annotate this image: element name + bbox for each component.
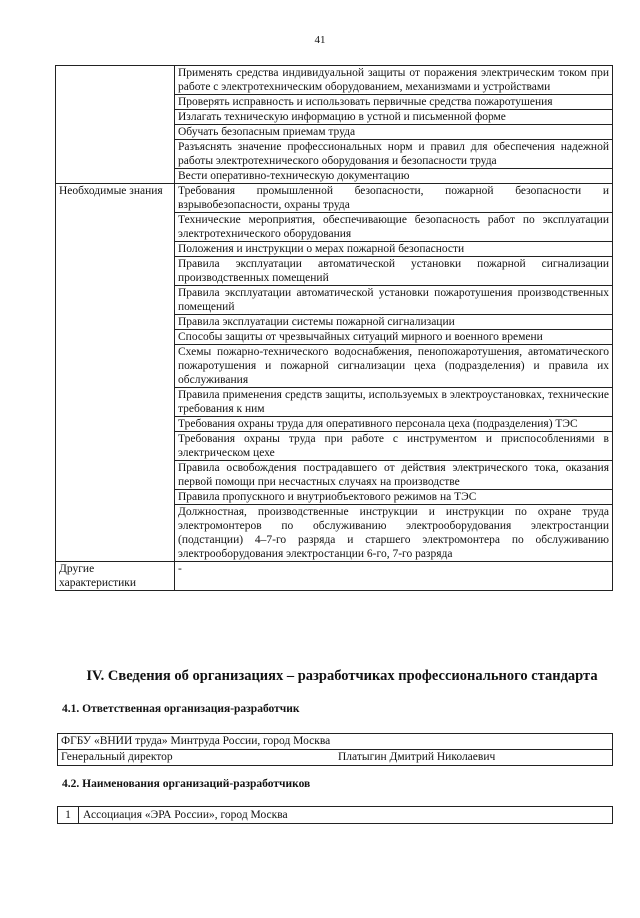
competence-table — [55, 65, 613, 591]
table-cell: Правила применения средств защиты, используемых в электроустановках, технические требования к ним — [175, 388, 613, 417]
group-label-empty — [56, 66, 175, 184]
group-label-knowledge: Необходимые знания — [56, 184, 175, 562]
table-cell: Правила эксплуатации системы пожарной сигнализации — [175, 315, 613, 330]
table-cell: Требования промышленной безопасности, пожарной безопасности и взрывобезопасности, охраны труда — [175, 184, 613, 213]
table-cell: Проверять исправность и использовать первичные средства пожаротушения — [175, 95, 613, 110]
director-position: Генеральный директор — [58, 750, 336, 766]
table-cell: Правила эксплуатации автоматической установки пожарной сигнализации производственных помещений — [175, 257, 613, 286]
table-cell: Схемы пожарно-технического водоснабжения, пенопожаротушения, автоматического пожаротушения и пожарной сигнализации цеха (подразделения) и правила их обслуживания — [175, 345, 613, 388]
table-cell: Требования охраны труда для оперативного персонала цеха (подразделения) ТЭС — [175, 417, 613, 432]
group-label-other: Другие характеристики — [56, 562, 175, 591]
table-row — [56, 184, 613, 213]
table-cell: - — [175, 562, 613, 591]
table-cell: Вести оперативно-техническую документацию — [175, 169, 613, 184]
developer-orgs-table — [57, 806, 613, 824]
table-cell: Требования охраны труда при работе с инструментом и приспособлениями в электрическом цехе — [175, 432, 613, 461]
org-name: Ассоциация «ЭРА России», город Москва — [79, 807, 613, 824]
table-cell: Правила пропускного и внутриобъектового режимов на ТЭС — [175, 490, 613, 505]
table-cell: Обучать безопасным приемам труда — [175, 125, 613, 140]
table-cell: Применять средства индивидуальной защиты от поражения электрическим током при работе с электротехническим оборудованием, механизмами и устройствами — [175, 66, 613, 95]
table-cell: Правила освобождения пострадавшего от действия электрического тока, оказания первой помощи при несчастных случаях на производстве — [175, 461, 613, 490]
table-cell: Положения и инструкции о мерах пожарной безопасности — [175, 242, 613, 257]
table-row — [58, 734, 613, 750]
table-row — [58, 807, 613, 824]
org-name-cell: ФГБУ «ВНИИ труда» Минтруда России, город Москва — [58, 734, 613, 750]
director-name: Платыгин Дмитрий Николаевич — [335, 750, 613, 766]
table-cell: Разъяснять значение профессиональных норм и правил для обеспечения надежной работы электротехнического оборудования и безопасности труда — [175, 140, 613, 169]
table-cell: Излагать техническую информацию в устной и письменной форме — [175, 110, 613, 125]
table-cell: Должностная, производственные инструкции и инструкции по охране труда электромонтеров по обслуживанию электрооборудования электростанции (подстанции) 4–7-го разряда и старшего электромонтера по обслуживанию электрооборудования электростанции 6-го, 7-го разряда — [175, 505, 613, 562]
table-cell: Технические мероприятия, обеспечивающие безопасность работ по эксплуатации электротехнического оборудования — [175, 213, 613, 242]
subsection-title-developers: 4.2. Наименования организаций-разработчиков — [62, 778, 311, 790]
subsection-title-responsible: 4.1. Ответственная организация-разработчик — [62, 703, 300, 715]
table-row — [56, 562, 613, 591]
table-cell: Способы защиты от чрезвычайных ситуаций мирного и военного времени — [175, 330, 613, 345]
table-row — [56, 66, 613, 95]
table-cell: Правила эксплуатации автоматической установки пожаротушения производственных помещений — [175, 286, 613, 315]
page-number: 41 — [314, 34, 326, 46]
table-row — [58, 750, 613, 766]
section-title: IV. Сведения об организациях – разработчиках профессионального стандарта — [86, 668, 598, 684]
org-number: 1 — [58, 807, 79, 824]
responsible-org-table — [57, 733, 613, 766]
